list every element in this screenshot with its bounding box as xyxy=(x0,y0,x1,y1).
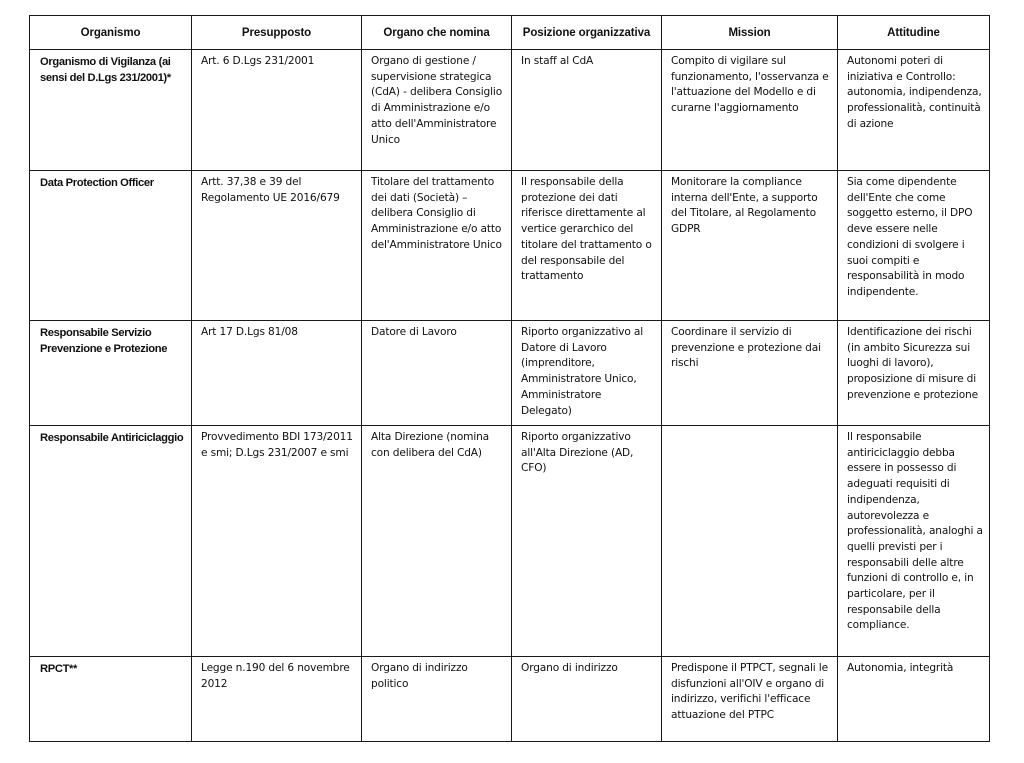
cell-organo-che-nomina xyxy=(362,50,512,171)
cell-presupposto xyxy=(192,171,362,321)
cell-text: Art. 6 D.Lgs 231/2001 xyxy=(201,55,315,67)
cell-organismo xyxy=(30,321,192,426)
cell-text: Il responsabile della protezione dei dati riferisce direttamente al vertice gerarchico del titolare del trattamento o del responsabile del trattamento xyxy=(521,176,652,283)
cell-organismo xyxy=(30,171,192,321)
table-row xyxy=(30,426,990,657)
header-row xyxy=(30,16,990,50)
cell-text xyxy=(662,426,837,430)
cell-presupposto xyxy=(192,50,362,171)
cell-text: Riporto organizzativo al Datore di Lavoro (imprenditore, Amministratore Unico, Amministratore Delegato) xyxy=(521,326,644,417)
header-presupposto: Presupposto xyxy=(192,16,362,50)
cell-organo-che-nomina xyxy=(362,171,512,321)
header-posizione-organizzativa: Posizione organizzativa xyxy=(512,16,662,50)
cell-mission xyxy=(662,50,838,171)
cell-text: Datore di Lavoro xyxy=(371,326,457,338)
table-row xyxy=(30,657,990,742)
cell-attitudine xyxy=(838,50,990,171)
cell-text: Organo di indirizzo politico xyxy=(371,662,468,690)
cell-text: Provvedimento BDI 173/2011 e smi; D.Lgs 231/2007 e smi xyxy=(201,431,353,459)
header-attitudine: Attitudine xyxy=(838,16,990,50)
cell-text: Monitorare la compliance interna dell'Ente, a supporto del Titolare, al Regolamento GDPR xyxy=(671,176,818,236)
cell-text: Il responsabile antiriciclaggio debba essere in possesso di adeguati requisiti di indipendenza, autorevolezza e professionalità, analoghi a quelli previsti per i responsabili delle altre funzioni di controllo e, in particolare, per il responsabile della compliance. xyxy=(847,431,983,632)
cell-mission xyxy=(662,321,838,426)
table-row xyxy=(30,50,990,171)
cell-text: RPCT** xyxy=(40,663,78,675)
cell-mission xyxy=(662,657,838,742)
cell-mission xyxy=(662,426,838,657)
cell-text: Titolare del trattamento dei dati (Società) – delibera Consiglio di Amministrazione e/o atto del'Amministratore Unico xyxy=(371,176,502,251)
table-row xyxy=(30,321,990,426)
cell-organo-che-nomina xyxy=(362,426,512,657)
cell-posizione-organizzativa xyxy=(512,657,662,742)
cell-text: Autonomia, integrità xyxy=(847,662,954,674)
cell-presupposto xyxy=(192,657,362,742)
header-mission: Mission xyxy=(662,16,838,50)
cell-attitudine xyxy=(838,426,990,657)
header-organismo: Organismo xyxy=(30,16,192,50)
cell-organismo xyxy=(30,657,192,742)
cell-attitudine xyxy=(838,657,990,742)
cell-text: Responsabile Antiriciclaggio xyxy=(40,432,184,444)
cell-text: Predispone il PTPCT, segnali le disfunzioni all'OIV e organo di indirizzo, verifichi l'efficace attuazione del PTPC xyxy=(671,662,828,722)
cell-text: Compito di vigilare sul funzionamento, l'osservanza e l'attuazione del Modello e di curarne l'aggiornamento xyxy=(671,55,829,115)
cell-text: Art 17 D.Lgs 81/08 xyxy=(201,326,298,338)
header-organo-che-nomina: Organo che nomina xyxy=(362,16,512,50)
cell-organo-che-nomina xyxy=(362,321,512,426)
cell-attitudine xyxy=(838,171,990,321)
cell-organismo xyxy=(30,50,192,171)
cell-posizione-organizzativa xyxy=(512,50,662,171)
cell-text: Artt. 37,38 e 39 del Regolamento UE 2016/679 xyxy=(201,176,340,204)
cell-text: Responsabile Servizio Prevenzione e Protezione xyxy=(40,327,168,355)
cell-attitudine xyxy=(838,321,990,426)
cell-text: Autonomi poteri di iniziativa e Controllo: autonomia, indipendenza, professionalità, continuità di azione xyxy=(847,55,982,130)
cell-posizione-organizzativa xyxy=(512,321,662,426)
cell-text: Riporto organizzativo all'Alta Direzione (AD, CFO) xyxy=(521,431,634,475)
cell-organo-che-nomina xyxy=(362,657,512,742)
cell-text: In staff al CdA xyxy=(521,55,594,67)
cell-text: Organo di gestione / supervisione strategica (CdA) - delibera Consiglio di Amministrazione e/o atto dell'Amministratore Unico xyxy=(371,55,503,146)
cell-presupposto xyxy=(192,321,362,426)
table-row xyxy=(30,171,990,321)
cell-text: Organismo di Vigilanza (ai sensi del D.Lgs 231/2001)* xyxy=(40,56,171,84)
cell-text: Organo di indirizzo xyxy=(521,662,618,674)
cell-presupposto xyxy=(192,426,362,657)
cell-text: Legge n.190 del 6 novembre 2012 xyxy=(201,662,350,690)
roles-table xyxy=(29,15,990,742)
cell-text: Sia come dipendente dell'Ente che come soggetto esterno, il DPO deve essere nelle condizioni di svolgere i suoi compiti e responsabilità in modo indipendente. xyxy=(847,176,973,298)
cell-text: Identificazione dei rischi (in ambito Sicurezza sui luoghi di lavoro), proposizione di misure di prevenzione e protezione xyxy=(847,326,978,401)
cell-posizione-organizzativa xyxy=(512,171,662,321)
cell-mission xyxy=(662,171,838,321)
cell-text: Alta Direzione (nomina con delibera del CdA) xyxy=(371,431,490,459)
cell-text: Coordinare il servizio di prevenzione e protezione dai rischi xyxy=(671,326,821,370)
cell-text: Data Protection Officer xyxy=(40,177,154,189)
cell-organismo xyxy=(30,426,192,657)
cell-posizione-organizzativa xyxy=(512,426,662,657)
